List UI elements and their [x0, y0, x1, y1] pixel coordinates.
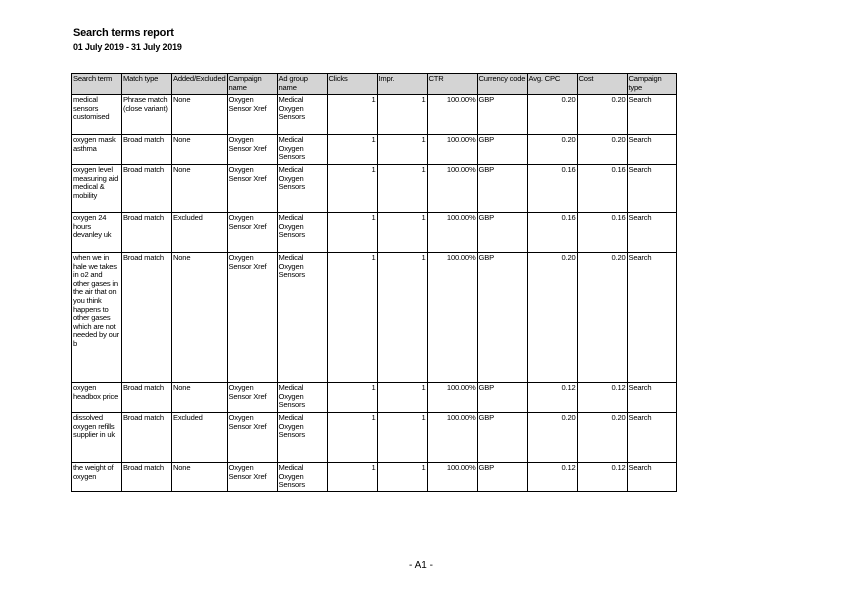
header-ad-group-name: Ad group name	[277, 74, 327, 95]
cell-match-type: Broad match	[122, 253, 172, 383]
report-date-range: 01 July 2019 - 31 July 2019	[73, 42, 182, 52]
cell-clicks: 1	[327, 135, 377, 165]
cell-clicks: 1	[327, 413, 377, 463]
cell-impressions: 1	[377, 253, 427, 383]
cell-campaign-type: Search	[627, 213, 676, 253]
cell-currency-code: GBP	[477, 463, 527, 492]
cell-search-term: the weight of oxygen	[72, 463, 122, 492]
header-ctr: CTR	[427, 74, 477, 95]
header-search-term: Search term	[72, 74, 122, 95]
table-row	[72, 135, 677, 165]
cell-search-term: oxygen mask asthma	[72, 135, 122, 165]
cell-avg-cpc: 0.20	[527, 253, 577, 383]
cell-currency-code: GBP	[477, 213, 527, 253]
cell-search-term: when we in hale we takes in o2 and other gases in the air that on you think happens to other gases which are not needed by our b	[72, 253, 122, 383]
cell-currency-code: GBP	[477, 165, 527, 213]
cell-cost: 0.20	[577, 95, 627, 135]
cell-ad-group-name: Medical Oxygen Sensors	[277, 95, 327, 135]
table-row	[72, 463, 677, 492]
cell-match-type: Broad match	[122, 135, 172, 165]
cell-currency-code: GBP	[477, 135, 527, 165]
cell-campaign-type: Search	[627, 413, 676, 463]
cell-added-excluded: None	[172, 463, 228, 492]
cell-ad-group-name: Medical Oxygen Sensors	[277, 463, 327, 492]
cell-match-type: Phrase match (close variant)	[122, 95, 172, 135]
cell-avg-cpc: 0.12	[527, 463, 577, 492]
cell-cost: 0.16	[577, 165, 627, 213]
cell-impressions: 1	[377, 413, 427, 463]
cell-match-type: Broad match	[122, 463, 172, 492]
cell-campaign-name: Oxygen Sensor Xref	[227, 213, 277, 253]
cell-ctr: 100.00%	[427, 95, 477, 135]
cell-avg-cpc: 0.20	[527, 95, 577, 135]
header-campaign-type: Campaign type	[627, 74, 676, 95]
cell-avg-cpc: 0.20	[527, 135, 577, 165]
cell-added-excluded: None	[172, 95, 228, 135]
cell-campaign-type: Search	[627, 253, 676, 383]
header-clicks: Clicks	[327, 74, 377, 95]
header-impressions: Impr.	[377, 74, 427, 95]
cell-ad-group-name: Medical Oxygen Sensors	[277, 213, 327, 253]
cell-avg-cpc: 0.16	[527, 213, 577, 253]
page-number: - A1 -	[409, 560, 433, 571]
header-added-excluded: Added/Excluded	[172, 74, 228, 95]
cell-cost: 0.12	[577, 383, 627, 413]
cell-search-term: dissolved oxygen refills supplier in uk	[72, 413, 122, 463]
table-row	[72, 413, 677, 463]
table-row	[72, 213, 677, 253]
cell-cost: 0.12	[577, 463, 627, 492]
header-avg-cpc: Avg. CPC	[527, 74, 577, 95]
cell-ctr: 100.00%	[427, 135, 477, 165]
cell-campaign-type: Search	[627, 463, 676, 492]
cell-avg-cpc: 0.20	[527, 413, 577, 463]
cell-added-excluded: None	[172, 165, 228, 213]
header-campaign-name: Campaign name	[227, 74, 277, 95]
cell-avg-cpc: 0.12	[527, 383, 577, 413]
table-row	[72, 165, 677, 213]
cell-added-excluded: None	[172, 383, 228, 413]
cell-currency-code: GBP	[477, 413, 527, 463]
search-terms-table	[71, 73, 677, 492]
cell-campaign-name: Oxygen Sensor Xref	[227, 165, 277, 213]
cell-cost: 0.20	[577, 413, 627, 463]
cell-ctr: 100.00%	[427, 165, 477, 213]
report-title: Search terms report	[73, 27, 174, 39]
cell-impressions: 1	[377, 135, 427, 165]
cell-match-type: Broad match	[122, 413, 172, 463]
cell-ad-group-name: Medical Oxygen Sensors	[277, 383, 327, 413]
cell-clicks: 1	[327, 95, 377, 135]
cell-campaign-name: Oxygen Sensor Xref	[227, 253, 277, 383]
cell-clicks: 1	[327, 213, 377, 253]
cell-ctr: 100.00%	[427, 383, 477, 413]
cell-search-term: oxygen headbox price	[72, 383, 122, 413]
cell-match-type: Broad match	[122, 383, 172, 413]
cell-campaign-type: Search	[627, 165, 676, 213]
cell-currency-code: GBP	[477, 383, 527, 413]
cell-cost: 0.20	[577, 253, 627, 383]
cell-ad-group-name: Medical Oxygen Sensors	[277, 165, 327, 213]
cell-campaign-name: Oxygen Sensor Xref	[227, 135, 277, 165]
cell-clicks: 1	[327, 253, 377, 383]
cell-campaign-type: Search	[627, 383, 676, 413]
cell-currency-code: GBP	[477, 95, 527, 135]
cell-added-excluded: None	[172, 253, 228, 383]
cell-impressions: 1	[377, 213, 427, 253]
table-header-row	[72, 74, 677, 95]
cell-search-term: oxygen 24 hours devanley uk	[72, 213, 122, 253]
cell-ctr: 100.00%	[427, 253, 477, 383]
cell-clicks: 1	[327, 165, 377, 213]
cell-match-type: Broad match	[122, 213, 172, 253]
cell-ad-group-name: Medical Oxygen Sensors	[277, 413, 327, 463]
cell-clicks: 1	[327, 463, 377, 492]
cell-search-term: oxygen level measuring aid medical & mobility	[72, 165, 122, 213]
cell-impressions: 1	[377, 383, 427, 413]
cell-impressions: 1	[377, 95, 427, 135]
cell-cost: 0.20	[577, 135, 627, 165]
cell-campaign-name: Oxygen Sensor Xref	[227, 95, 277, 135]
cell-ctr: 100.00%	[427, 213, 477, 253]
cell-added-excluded: Excluded	[172, 413, 228, 463]
cell-ctr: 100.00%	[427, 463, 477, 492]
cell-campaign-name: Oxygen Sensor Xref	[227, 463, 277, 492]
cell-search-term: medical sensors customised	[72, 95, 122, 135]
cell-cost: 0.16	[577, 213, 627, 253]
cell-campaign-type: Search	[627, 135, 676, 165]
cell-avg-cpc: 0.16	[527, 165, 577, 213]
cell-ad-group-name: Medical Oxygen Sensors	[277, 253, 327, 383]
header-cost: Cost	[577, 74, 627, 95]
table-row	[72, 383, 677, 413]
cell-match-type: Broad match	[122, 165, 172, 213]
table-row	[72, 253, 677, 383]
table-row	[72, 95, 677, 135]
header-currency-code: Currency code	[477, 74, 527, 95]
cell-campaign-name: Oxygen Sensor Xref	[227, 383, 277, 413]
cell-campaign-type: Search	[627, 95, 676, 135]
cell-added-excluded: None	[172, 135, 228, 165]
cell-currency-code: GBP	[477, 253, 527, 383]
cell-ctr: 100.00%	[427, 413, 477, 463]
cell-impressions: 1	[377, 463, 427, 492]
cell-campaign-name: Oxygen Sensor Xref	[227, 413, 277, 463]
cell-impressions: 1	[377, 165, 427, 213]
cell-added-excluded: Excluded	[172, 213, 228, 253]
header-match-type: Match type	[122, 74, 172, 95]
cell-clicks: 1	[327, 383, 377, 413]
cell-ad-group-name: Medical Oxygen Sensors	[277, 135, 327, 165]
